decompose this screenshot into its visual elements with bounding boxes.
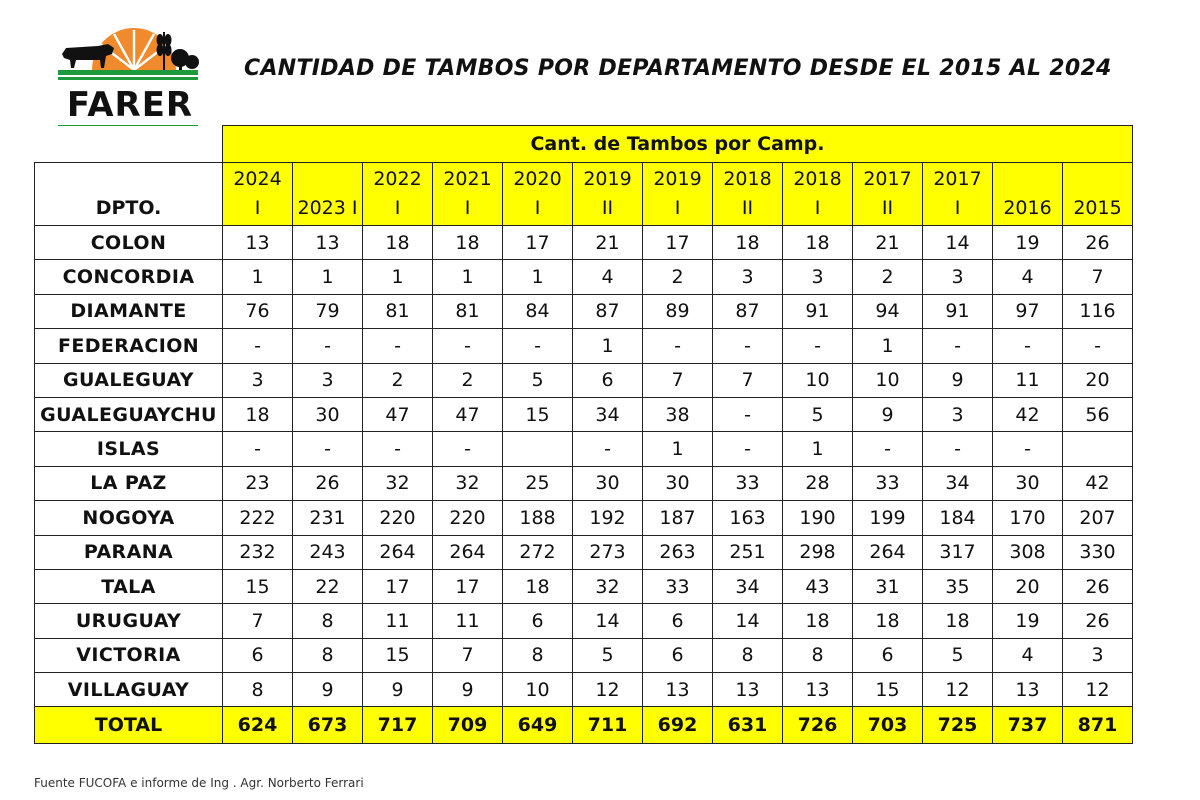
total-cell: 737 xyxy=(993,707,1063,744)
table-cell: 5 xyxy=(573,638,643,672)
table-cell: 15 xyxy=(503,397,573,431)
table-cell: 330 xyxy=(1063,535,1133,569)
table-cell: 34 xyxy=(573,397,643,431)
dpto-name: URUGUAY xyxy=(35,604,223,638)
table-cell: 220 xyxy=(363,501,433,535)
table-cell: 199 xyxy=(853,501,923,535)
table-cell: 13 xyxy=(643,673,713,707)
table-cell: - xyxy=(1063,329,1133,363)
table-cell: 7 xyxy=(713,363,783,397)
table-cell: 25 xyxy=(503,466,573,500)
total-cell: 692 xyxy=(643,707,713,744)
table-cell: 15 xyxy=(223,569,293,603)
table-cell: 32 xyxy=(433,466,503,500)
table-cell: 11 xyxy=(993,363,1063,397)
table-cell: 89 xyxy=(643,294,713,328)
table-cell: 87 xyxy=(573,294,643,328)
table-cell: - xyxy=(363,329,433,363)
table-cell: 20 xyxy=(1063,363,1133,397)
year-column-header-part: I xyxy=(814,197,821,219)
dpto-name: PARANA xyxy=(35,535,223,569)
table-cell xyxy=(503,432,573,466)
table-cell: 33 xyxy=(853,466,923,500)
table-cell: 3 xyxy=(293,363,363,397)
table-cell: 18 xyxy=(713,226,783,260)
table-cell: 18 xyxy=(783,604,853,638)
table-cell: 5 xyxy=(923,638,993,672)
table-cell: 28 xyxy=(783,466,853,500)
table-cell: 10 xyxy=(783,363,853,397)
total-cell: 871 xyxy=(1063,707,1133,744)
year-column-header xyxy=(923,163,993,226)
table-cell: 81 xyxy=(433,294,503,328)
table-cell: 8 xyxy=(713,638,783,672)
table-cell: 14 xyxy=(713,604,783,638)
year-column-header-part: 2015 xyxy=(1073,197,1122,219)
table-cell: 97 xyxy=(993,294,1063,328)
table-cell: 33 xyxy=(643,569,713,603)
dpto-name: VILLAGUAY xyxy=(35,673,223,707)
dpto-name: GUALEGUAY xyxy=(35,363,223,397)
table-cell: 9 xyxy=(293,673,363,707)
year-column-header-part: II xyxy=(601,197,614,219)
table-cell: 4 xyxy=(993,260,1063,294)
table-cell: 47 xyxy=(433,397,503,431)
dpto-column-header: DPTO. xyxy=(35,163,223,226)
table-cell: 251 xyxy=(713,535,783,569)
year-column-header-part: 2018 xyxy=(793,168,842,190)
table-cell: 31 xyxy=(853,569,923,603)
table-cell: 19 xyxy=(993,226,1063,260)
table-row xyxy=(35,466,1133,500)
total-cell: 711 xyxy=(573,707,643,744)
year-column-header xyxy=(293,163,363,226)
year-column-header-part: II xyxy=(741,197,754,219)
year-column-header-part: 2019 xyxy=(583,168,632,190)
table-cell: 10 xyxy=(853,363,923,397)
table-cell: - xyxy=(713,432,783,466)
table-cell: 26 xyxy=(293,466,363,500)
total-cell: 624 xyxy=(223,707,293,744)
dpto-name: DIAMANTE xyxy=(35,294,223,328)
table-row xyxy=(35,226,1133,260)
table-cell: 32 xyxy=(363,466,433,500)
year-column-header xyxy=(643,163,713,226)
dpto-name: CONCORDIA xyxy=(35,260,223,294)
table-cell: 6 xyxy=(853,638,923,672)
column-header-row xyxy=(35,163,1133,226)
table-cell: 30 xyxy=(293,397,363,431)
table-cell: 14 xyxy=(573,604,643,638)
table-cell: 12 xyxy=(573,673,643,707)
table-cell: 56 xyxy=(1063,397,1133,431)
table-cell: 14 xyxy=(923,226,993,260)
table-cell: 9 xyxy=(363,673,433,707)
campaign-group-header: Cant. de Tambos por Camp. xyxy=(223,126,1133,163)
table-cell: 1 xyxy=(503,260,573,294)
total-cell: 709 xyxy=(433,707,503,744)
table-cell: 7 xyxy=(1063,260,1133,294)
year-column-header xyxy=(713,163,783,226)
table-cell: 1 xyxy=(433,260,503,294)
table-cell: 1 xyxy=(643,432,713,466)
dpto-name: VICTORIA xyxy=(35,638,223,672)
table-cell: 273 xyxy=(573,535,643,569)
table-cell: 263 xyxy=(643,535,713,569)
table-cell: 6 xyxy=(223,638,293,672)
table-cell: 264 xyxy=(433,535,503,569)
page-title: CANTIDAD DE TAMBOS POR DEPARTAMENTO DESDE EL 2015 AL 2024 xyxy=(244,56,1112,81)
table-cell: 35 xyxy=(923,569,993,603)
table-cell: - xyxy=(643,329,713,363)
table-row xyxy=(35,260,1133,294)
table-cell: 232 xyxy=(223,535,293,569)
dpto-name: TALA xyxy=(35,569,223,603)
table-row xyxy=(35,604,1133,638)
table-body xyxy=(35,226,1133,707)
table-cell: 187 xyxy=(643,501,713,535)
year-column-header-part: I xyxy=(534,197,541,219)
table-cell: 34 xyxy=(923,466,993,500)
table-cell: 23 xyxy=(223,466,293,500)
table-cell: 1 xyxy=(223,260,293,294)
table-cell: 264 xyxy=(363,535,433,569)
table-row xyxy=(35,432,1133,466)
table-cell: 13 xyxy=(993,673,1063,707)
table-cell: 8 xyxy=(503,638,573,672)
table-cell: 87 xyxy=(713,294,783,328)
table-cell: 116 xyxy=(1063,294,1133,328)
table-cell: 10 xyxy=(503,673,573,707)
table-cell: 18 xyxy=(783,226,853,260)
table-cell: 22 xyxy=(293,569,363,603)
dpto-name: COLON xyxy=(35,226,223,260)
table-cell: - xyxy=(223,329,293,363)
total-cell: 725 xyxy=(923,707,993,744)
dpto-name: LA PAZ xyxy=(35,466,223,500)
table-cell: 30 xyxy=(993,466,1063,500)
tambos-table xyxy=(34,125,1133,744)
table-cell: 9 xyxy=(433,673,503,707)
table-cell: - xyxy=(223,432,293,466)
dpto-name: GUALEGUAYCHU xyxy=(35,397,223,431)
table-cell: - xyxy=(433,432,503,466)
table-cell: 18 xyxy=(923,604,993,638)
table-cell: 94 xyxy=(853,294,923,328)
year-column-header xyxy=(223,163,293,226)
table-cell: 6 xyxy=(503,604,573,638)
year-column-header-part: 2021 xyxy=(443,168,492,190)
table-cell: 4 xyxy=(993,638,1063,672)
table-cell: - xyxy=(853,432,923,466)
table-cell: 30 xyxy=(643,466,713,500)
total-cell: 703 xyxy=(853,707,923,744)
table-cell: - xyxy=(503,329,573,363)
table-cell: 6 xyxy=(643,604,713,638)
table-cell: 5 xyxy=(503,363,573,397)
year-column-header-part: 2016 xyxy=(1003,197,1052,219)
table-cell: 3 xyxy=(713,260,783,294)
table-cell: 272 xyxy=(503,535,573,569)
table-cell: 9 xyxy=(923,363,993,397)
table-cell: 1 xyxy=(573,329,643,363)
dpto-name: NOGOYA xyxy=(35,501,223,535)
year-column-header-part: I xyxy=(394,197,401,219)
table-cell: - xyxy=(923,329,993,363)
table-cell: 17 xyxy=(363,569,433,603)
year-column-header xyxy=(1063,163,1133,226)
table-cell: 81 xyxy=(363,294,433,328)
table-cell: 21 xyxy=(573,226,643,260)
table-cell: 84 xyxy=(503,294,573,328)
total-row xyxy=(35,707,1133,744)
table-cell: 1 xyxy=(783,432,853,466)
logo-name: FARER xyxy=(66,85,194,125)
total-cell: 726 xyxy=(783,707,853,744)
table-cell: 13 xyxy=(223,226,293,260)
table-row xyxy=(35,673,1133,707)
table-cell: - xyxy=(433,329,503,363)
table-cell: 18 xyxy=(433,226,503,260)
year-column-header-part: 2023 I xyxy=(297,197,358,219)
table-cell: 12 xyxy=(923,673,993,707)
year-column-header-part: I xyxy=(254,197,261,219)
dpto-name: ISLAS xyxy=(35,432,223,466)
year-column-header-part: 2017 xyxy=(933,168,982,190)
table-cell: 11 xyxy=(363,604,433,638)
table-cell: 17 xyxy=(433,569,503,603)
table-cell: 207 xyxy=(1063,501,1133,535)
table-cell: 13 xyxy=(293,226,363,260)
table-row xyxy=(35,638,1133,672)
table-cell: 3 xyxy=(923,397,993,431)
table-cell: 192 xyxy=(573,501,643,535)
table-row xyxy=(35,363,1133,397)
table-cell: 163 xyxy=(713,501,783,535)
table-row xyxy=(35,294,1133,328)
table-cell: - xyxy=(573,432,643,466)
table-cell: 17 xyxy=(643,226,713,260)
table-cell: 8 xyxy=(293,638,363,672)
table-cell: 18 xyxy=(853,604,923,638)
table-cell: 7 xyxy=(433,638,503,672)
table-cell: 12 xyxy=(1063,673,1133,707)
table-cell: 18 xyxy=(363,226,433,260)
year-column-header xyxy=(573,163,643,226)
table-cell: 30 xyxy=(573,466,643,500)
table-cell: 33 xyxy=(713,466,783,500)
table-cell: 3 xyxy=(223,363,293,397)
dpto-name: FEDERACION xyxy=(35,329,223,363)
table-cell: 79 xyxy=(293,294,363,328)
year-column-header xyxy=(433,163,503,226)
table-cell: 298 xyxy=(783,535,853,569)
table-cell: 222 xyxy=(223,501,293,535)
table-cell: 91 xyxy=(923,294,993,328)
table-row xyxy=(35,397,1133,431)
table-cell: 2 xyxy=(363,363,433,397)
table-cell: 7 xyxy=(223,604,293,638)
year-column-header xyxy=(783,163,853,226)
table-cell: 308 xyxy=(993,535,1063,569)
table-cell xyxy=(1063,432,1133,466)
table-cell: - xyxy=(713,329,783,363)
table-cell: 1 xyxy=(853,329,923,363)
table-cell: 42 xyxy=(1063,466,1133,500)
table-row xyxy=(35,535,1133,569)
table-cell: 243 xyxy=(293,535,363,569)
year-column-header-part: II xyxy=(881,197,894,219)
table-cell: 231 xyxy=(293,501,363,535)
table-row xyxy=(35,329,1133,363)
table-cell: 13 xyxy=(713,673,783,707)
table-cell: 26 xyxy=(1063,604,1133,638)
table-cell: 3 xyxy=(783,260,853,294)
table-cell: - xyxy=(363,432,433,466)
table-cell: 5 xyxy=(783,397,853,431)
table-cell: 34 xyxy=(713,569,783,603)
source-note: Fuente FUCOFA e informe de Ing . Agr. Norberto Ferrari xyxy=(34,776,364,790)
table-cell: 32 xyxy=(573,569,643,603)
table-cell: 4 xyxy=(573,260,643,294)
total-cell: 717 xyxy=(363,707,433,744)
table-cell: 3 xyxy=(1063,638,1133,672)
table-cell: 42 xyxy=(993,397,1063,431)
year-column-header-part: 2022 xyxy=(373,168,422,190)
group-header-row xyxy=(35,126,1133,163)
year-column-header-part: 2024 xyxy=(233,168,282,190)
table-cell: 18 xyxy=(503,569,573,603)
table-cell: 188 xyxy=(503,501,573,535)
total-cell: 673 xyxy=(293,707,363,744)
table-cell: 15 xyxy=(853,673,923,707)
table-cell: 15 xyxy=(363,638,433,672)
table-cell: 220 xyxy=(433,501,503,535)
table-cell: - xyxy=(923,432,993,466)
year-column-header xyxy=(503,163,573,226)
total-cell: 631 xyxy=(713,707,783,744)
table-cell: 8 xyxy=(783,638,853,672)
table-cell: - xyxy=(783,329,853,363)
table-row xyxy=(35,501,1133,535)
year-column-header-part: 2019 xyxy=(653,168,702,190)
table-cell: 8 xyxy=(223,673,293,707)
table-cell: 13 xyxy=(783,673,853,707)
table-cell: 20 xyxy=(993,569,1063,603)
table-cell: 6 xyxy=(643,638,713,672)
table-cell: 184 xyxy=(923,501,993,535)
table-cell: 6 xyxy=(573,363,643,397)
table-cell: 38 xyxy=(643,397,713,431)
table-cell: 11 xyxy=(433,604,503,638)
table-cell: 47 xyxy=(363,397,433,431)
year-column-header xyxy=(993,163,1063,226)
year-column-header-part: 2017 xyxy=(863,168,912,190)
table-cell: - xyxy=(713,397,783,431)
table-cell: - xyxy=(293,432,363,466)
table-row xyxy=(35,569,1133,603)
table-cell: 26 xyxy=(1063,569,1133,603)
table-cell: 21 xyxy=(853,226,923,260)
table-cell: 8 xyxy=(293,604,363,638)
year-column-header xyxy=(853,163,923,226)
table-cell: 3 xyxy=(923,260,993,294)
table-cell: 76 xyxy=(223,294,293,328)
year-column-header-part: I xyxy=(464,197,471,219)
table-cell: 7 xyxy=(643,363,713,397)
year-column-header-part: I xyxy=(674,197,681,219)
table-cell: 19 xyxy=(993,604,1063,638)
table-cell: - xyxy=(293,329,363,363)
total-label: TOTAL xyxy=(35,707,223,744)
table-cell: 1 xyxy=(363,260,433,294)
table-cell: - xyxy=(993,432,1063,466)
year-column-header-part: 2020 xyxy=(513,168,562,190)
table-cell: 17 xyxy=(503,226,573,260)
corner-blank xyxy=(35,126,223,163)
year-column-header xyxy=(363,163,433,226)
table-cell: 18 xyxy=(223,397,293,431)
year-column-header-part: 2018 xyxy=(723,168,772,190)
table-cell: 91 xyxy=(783,294,853,328)
table-cell: 2 xyxy=(643,260,713,294)
table-cell: - xyxy=(993,329,1063,363)
farer-emblem-icon xyxy=(52,14,212,86)
table-cell: 2 xyxy=(853,260,923,294)
table-cell: 9 xyxy=(853,397,923,431)
table-cell: 264 xyxy=(853,535,923,569)
table-cell: 170 xyxy=(993,501,1063,535)
total-cell: 649 xyxy=(503,707,573,744)
table-cell: 2 xyxy=(433,363,503,397)
table-cell: 43 xyxy=(783,569,853,603)
table-cell: 26 xyxy=(1063,226,1133,260)
table-cell: 317 xyxy=(923,535,993,569)
table-cell: 1 xyxy=(293,260,363,294)
year-column-header-part: I xyxy=(954,197,961,219)
table-cell: 190 xyxy=(783,501,853,535)
